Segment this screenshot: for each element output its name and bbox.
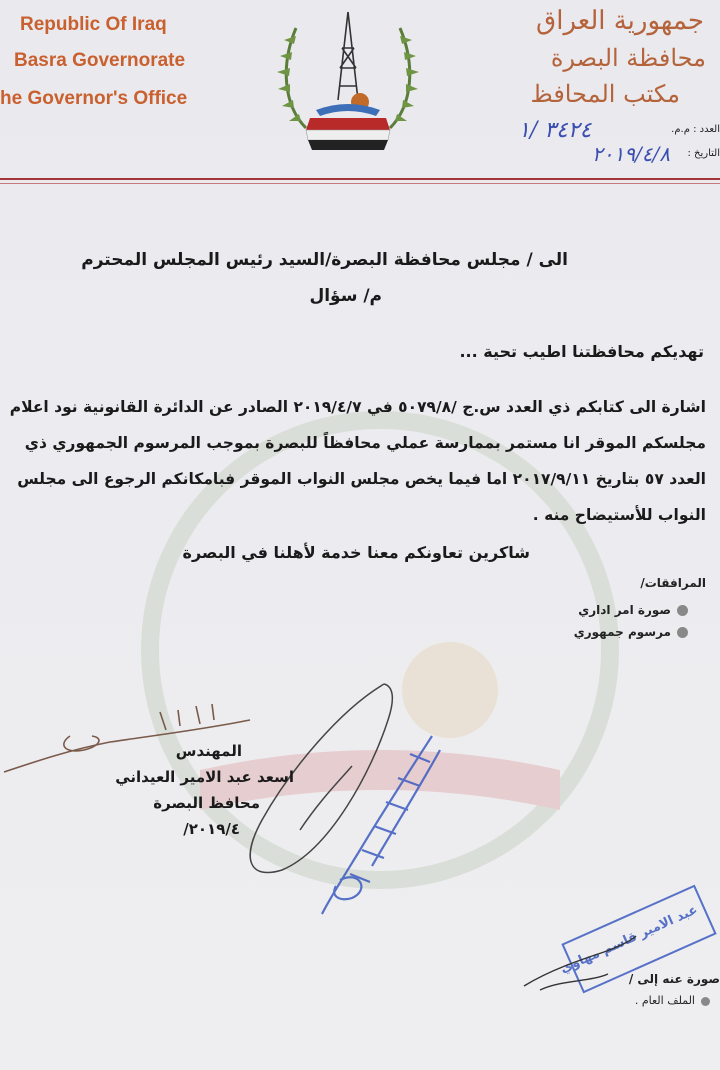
body-line-2: مجلسكم الموقر انا مستمر بممارسة عملي محافظاً للبصرة بموجب المرسوم الجمهوري ذي (24, 434, 706, 452)
signature-title: المهندس (175, 742, 242, 760)
closing-line: شاكرين تعاونكم معنا خدمة لأهلنا في البصرة (182, 543, 530, 562)
date-label: التاريخ : (687, 148, 720, 159)
letterhead-english-line-3: he Governor's Office (0, 88, 188, 109)
greeting: تهديكم محافظتنا اطيب تحية ... (459, 342, 704, 361)
body-line-1: اشارة الى كتابكم ذي العدد س.ج /٥٠٧٩/٨ في ٢٠١٩/٤/٧ الصادر عن الدائرة القانونية نود اعلام (9, 398, 706, 416)
body-line-4: النواب للأستيضاح منه . (532, 506, 706, 524)
attachments-label: المرافقات/ (640, 576, 706, 590)
copy-to-label: صورة عنه إلى / (628, 972, 720, 986)
reference-number-label: العدد : م.م. (671, 124, 720, 135)
attachment-item-2: مرسوم جمهوري (574, 625, 688, 639)
bullet-icon (701, 997, 710, 1006)
header-rule (0, 178, 720, 180)
copy-to-item-1: الملف العام . (635, 994, 710, 1007)
subject: م/ سؤال (309, 286, 382, 306)
letterhead-arabic-line-2: محافظة البصرة (550, 44, 706, 72)
official-seal-icon (300, 730, 460, 920)
signature-position: محافظ البصرة (153, 794, 260, 812)
body-line-3: العدد ٥٧ بتاريخ ٢٠١٧/٩/١١ اما فيما يخص مجلس النواب الموقر فبامكانكم الرجوع الى مجلس (17, 470, 706, 488)
signature-date: ٢٠١٩/٤/ (183, 820, 240, 838)
letterhead-english-line-1: Republic Of Iraq (20, 14, 167, 35)
addressee: الى / مجلس محافظة البصرة/السيد رئيس المجلس المحترم (81, 250, 568, 270)
governorate-emblem-icon (266, 8, 430, 156)
date-value: ٢٠١٩/٤/٨ (592, 142, 670, 166)
letterhead-arabic-line-3: مكتب المحافظ (530, 80, 680, 108)
stamp-text: عبد الامير قاسم مهاوي (558, 902, 701, 977)
letterhead-english-line-2: Basra Governorate (14, 50, 186, 71)
letterhead-arabic-line-1: جمهورية العراق (536, 6, 704, 36)
bullet-icon (677, 627, 688, 638)
stamp-signature-scribble-icon (520, 930, 640, 1000)
signature-name: اسعد عبد الامير العيداني (115, 768, 294, 786)
header-rule-thin (0, 183, 720, 184)
reference-number-value: ٣٤٢٤ /١ (518, 118, 592, 143)
attachment-item-1: صورة امر اداري (578, 603, 688, 617)
bullet-icon (677, 605, 688, 616)
